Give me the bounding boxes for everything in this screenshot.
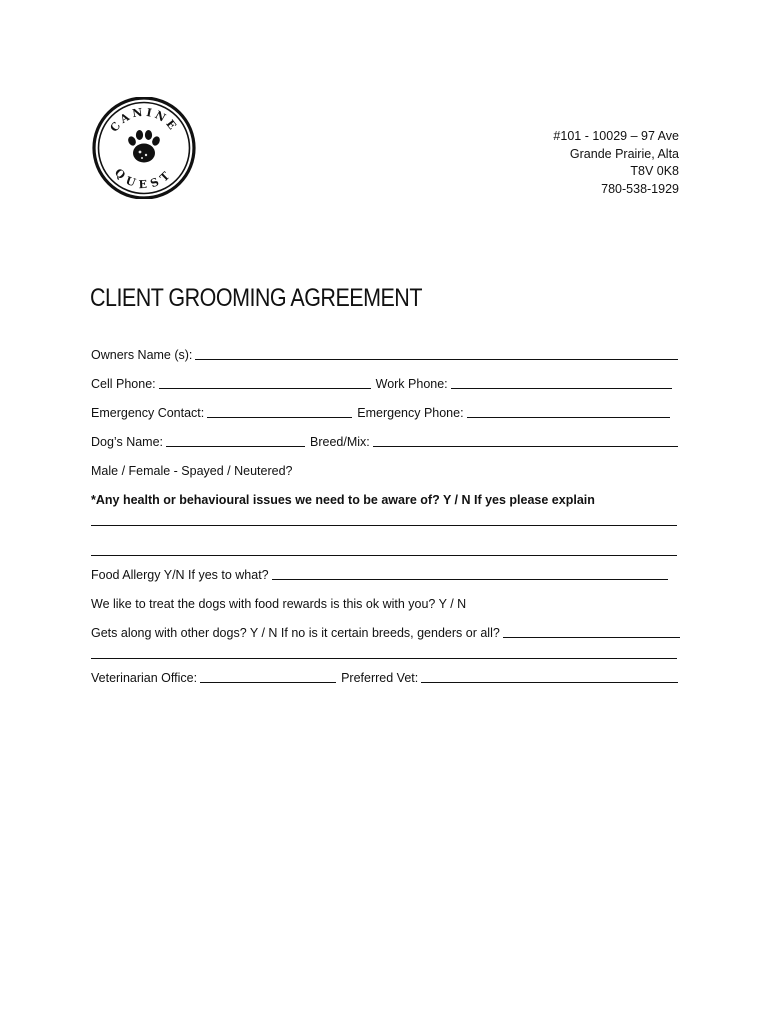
breed-mix-label: Breed/Mix:	[310, 435, 370, 449]
address-postal-code: T8V 0K8	[630, 164, 679, 178]
health-answer-line-1[interactable]	[91, 511, 677, 526]
other-dogs-row	[91, 624, 678, 640]
owners-name-row	[91, 346, 678, 362]
sex-status-row	[91, 462, 678, 478]
preferred-vet-label: Preferred Vet:	[341, 671, 419, 685]
dogs-name-label: Dog’s Name:	[91, 435, 164, 449]
work-phone-label: Work Phone:	[375, 377, 448, 391]
dogs-name-field[interactable]	[166, 434, 305, 447]
dog-row	[91, 433, 678, 449]
page-title: CLIENT GROOMING AGREEMENT	[90, 284, 422, 312]
cell-phone-label: Cell Phone:	[91, 377, 156, 391]
food-allergy-row	[91, 566, 678, 582]
other-dogs-answer-line[interactable]	[91, 644, 677, 659]
vet-row	[91, 669, 678, 685]
vet-office-field[interactable]	[200, 670, 336, 683]
food-rewards-question[interactable]: We like to treat the dogs with food rewards is this ok with you? Y / N	[91, 597, 467, 611]
phone-row	[91, 375, 678, 391]
preferred-vet-field[interactable]	[421, 670, 678, 683]
canine-quest-logo	[90, 97, 198, 199]
address-line-2: Grande Prairie, Alta	[569, 146, 679, 161]
address-phone: 780-538-1929	[601, 181, 679, 196]
emergency-phone-label: Emergency Phone:	[357, 406, 464, 420]
health-answer-line-2[interactable]	[91, 541, 677, 556]
health-question: *Any health or behavioural issues we need to be aware of? Y / N If yes please explain	[91, 493, 595, 507]
logo-bottom-text: QUEST	[112, 165, 176, 192]
address-line-1: #101 - 10029 – 97 Ave	[553, 129, 679, 143]
business-address	[553, 128, 679, 198]
breed-mix-field[interactable]	[373, 434, 678, 447]
sex-status-question[interactable]: Male / Female - Spayed / Neutered?	[91, 464, 293, 478]
food-rewards-row	[91, 595, 678, 611]
work-phone-field[interactable]	[451, 376, 672, 389]
other-dogs-question: Gets along with other dogs? Y / N If no is it certain breeds, genders or all?	[91, 626, 500, 640]
logo-top-text: CANINE	[107, 105, 181, 135]
owners-name-field[interactable]	[195, 347, 678, 360]
food-allergy-label: Food Allergy Y/N If yes to what?	[91, 568, 269, 582]
emergency-phone-field[interactable]	[467, 405, 670, 418]
emergency-contact-label: Emergency Contact:	[91, 406, 205, 420]
paw-print-icon	[127, 130, 162, 163]
other-dogs-field[interactable]	[503, 625, 680, 638]
grooming-form	[91, 346, 678, 685]
health-row	[91, 491, 678, 507]
vet-office-label: Veterinarian Office:	[91, 671, 198, 685]
owners-name-label: Owners Name (s):	[91, 348, 193, 362]
cell-phone-field[interactable]	[159, 376, 371, 389]
emergency-contact-field[interactable]	[207, 405, 352, 418]
emergency-row	[91, 404, 678, 420]
food-allergy-field[interactable]	[272, 567, 668, 580]
